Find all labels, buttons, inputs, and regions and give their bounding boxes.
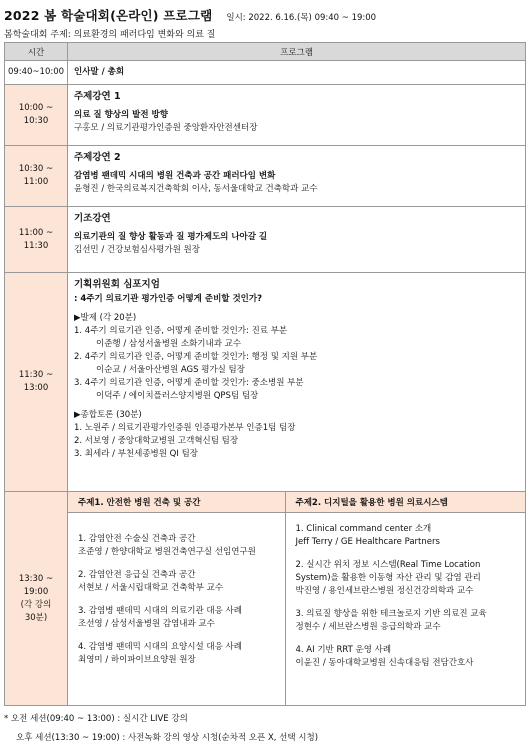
track-2-heading: 주제2. 디지털을 활용한 병원 의료시스템 [285,492,525,513]
time-cell: 11:00 ~ 11:30 [5,207,68,273]
lecture-topic: 의료기관의 질 향상 활동과 질 평가제도의 나아갈 길 [74,232,268,242]
list-item: 4. AI 기반 RRT 운영 사례 [295,645,392,655]
list-item: 3. 최세라 / 부천세종병원 QI 팀장 [74,449,199,459]
list-item: 3. 4주기 의료기관 인증, 어떻게 준비할 것인가: 중소병원 부분 [74,378,304,388]
list-item: 3. 감염병 팬데믹 시대의 의료기관 대응 사례 [78,606,242,616]
track-1-heading: 주제1. 안전한 병원 건축 및 공간 [68,492,285,513]
table-row [5,85,526,146]
program-table [4,42,526,706]
time-cell: 11:30 ~ 13:00 [5,273,68,492]
list-item: 2. 서보영 / 중앙대학교병원 고객혁신팀 팀장 [74,436,239,446]
list-item-speaker: 조준영 / 한양대학교 병원건축연구실 선임연구원 [78,547,256,557]
list-item-speaker: 서현보 / 서울시립대학교 건축학부 교수 [78,583,224,593]
table-row [5,492,526,706]
list-item-speaker: 박진영 / 용인세브란스병원 정신건강의학과 교수 [295,586,474,596]
event-date: 일시: 2022. 6.16.(목) 09:40 ~ 19:00 [226,13,377,23]
session-title: 기조강연 [74,213,111,224]
lecture-topic: 감염병 팬데믹 시대의 병원 건축과 공간 패러다임 변화 [74,171,276,181]
list-item-speaker: 이덕주 / 에이치플러스양지병원 QPS팀 팀장 [96,391,259,401]
discussion-heading: ▶종합토론 (30분) [74,410,142,420]
list-item: 1. 노원주 / 의료기관평가인증원 인증평가본부 인증1팀 팀장 [74,423,296,433]
page-header [4,6,524,24]
time-cell: 10:30 ~ 11:00 [5,146,68,207]
conference-theme: 봄학술대회 주제: 의료환경의 패러다임 변화와 의료 질 [4,30,216,40]
list-item-speaker: 이윤진 / 동아대학교병원 신속대응팀 전담간호사 [295,658,474,668]
time-cell: 09:40~10:00 [5,61,68,85]
list-item-speaker: 최영미 / 하이파이브요양원 원장 [78,655,196,665]
time-cell: 10:00 ~ 10:30 [5,85,68,146]
list-item: 2. 4주기 의료기관 인증, 어떻게 준비할 것인가: 행정 및 지원 부분 [74,352,318,362]
list-item-speaker: 정현수 / 세브란스병원 응급의학과 교수 [295,622,441,632]
page-title: 2022 봄 학술대회(온라인) 프로그램 [4,8,213,23]
lecture-topic: 의료 질 향상의 발전 방향 [74,110,168,120]
list-item-topic-cont: System)을 활용한 이동형 자산 관리 및 감염 관리 [295,573,481,583]
list-item: 1. 감염안전 수술실 건축과 공간 [78,534,196,544]
lecture-speaker: 김선민 / 건강보험심사평가원 원장 [74,245,200,255]
session-title: 인사말 / 총회 [74,67,125,77]
list-item: 1. 4주기 의료기관 인증, 어떻게 준비할 것인가: 진료 부분 [74,326,288,336]
presentation-heading: ▶발제 (각 20분) [74,313,137,323]
session-title: 기획위원회 심포지엄 [74,279,160,290]
column-header-time: 시간 [5,43,68,61]
lecture-speaker: 윤형진 / 한국의료복지건축학회 이사, 동서울대학교 건축학과 교수 [74,184,318,194]
list-item-speaker: 조선영 / 삼성서울병원 감염내과 교수 [78,619,215,629]
afternoon-tracks [68,492,525,705]
list-item-speaker: 이순교 / 서울아산병원 AGS 평가실 팀장 [96,365,245,375]
list-item-speaker: 이준행 / 삼성서울병원 소화기내과 교수 [96,339,242,349]
session-title: 주제강연 1 [74,91,121,102]
column-header-program: 프로그램 [68,43,526,61]
list-item: 3. 의료질 향상을 위한 테크놀로지 기반 의료진 교육 [295,609,487,619]
symposium-subtitle: : 4주기 의료기관 평가인증 어떻게 준비할 것인가? [74,294,263,304]
footnote-morning: * 오전 세션(09:40 ~ 13:00) : 실시간 LIVE 강의 [4,714,188,724]
list-item: 4. 감염병 팬데믹 시대의 요양시설 대응 사례 [78,642,242,652]
list-item: 2. 감염안전 응급실 건축과 공간 [78,570,196,580]
session-title: 주제강연 2 [74,152,121,163]
table-row [5,146,526,207]
lecture-speaker: 구홍모 / 의료기관평가인증원 중앙환자안전센터장 [74,123,258,133]
time-cell: 13:30 ~ 19:00 (각 강의 30분) [5,492,68,706]
table-row [5,207,526,273]
footnote-afternoon: 오후 세션(13:30 ~ 19:00) : 사전녹화 강의 영상 시청(순차적 오픈 X, 선택 시청) [16,733,319,743]
list-item: 1. Clinical command center 소개 [295,524,432,534]
list-item: 2. 실시간 위치 정보 시스템(Real Time Location [295,560,481,570]
table-row [5,61,526,85]
list-item-speaker: Jeff Terry / GE Healthcare Partners [295,537,440,547]
table-row [5,273,526,492]
